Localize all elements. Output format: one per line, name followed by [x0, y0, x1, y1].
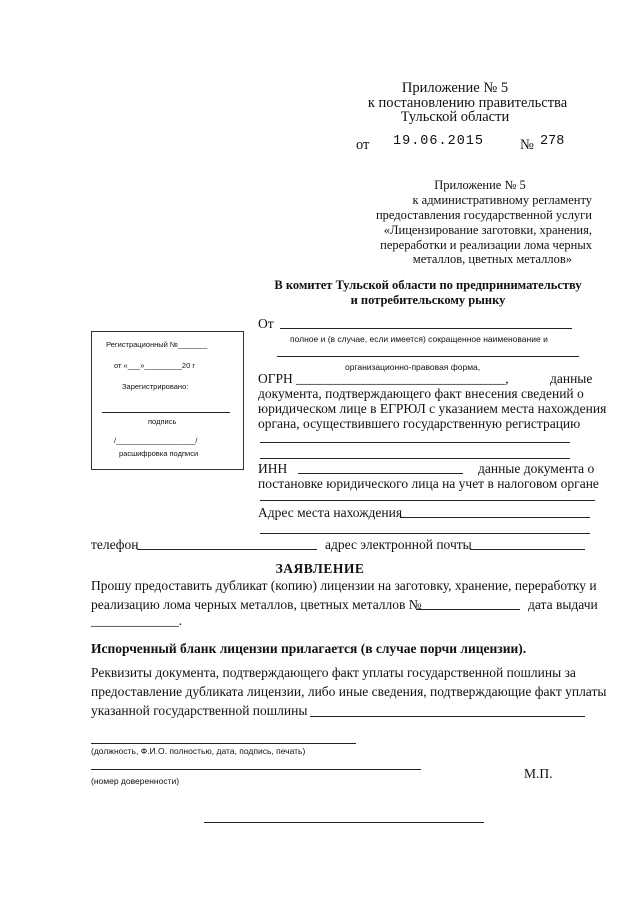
ogrn-label: ОГРН: [258, 371, 293, 386]
header-date: 19.06.2015: [393, 134, 485, 149]
reg-registered-label: Зарегистрировано:: [122, 382, 189, 391]
header-number: 278: [540, 134, 565, 149]
requisites-text-3: указанной государственной пошлины: [91, 703, 308, 718]
inn-data-text: данные документа о: [478, 461, 595, 476]
proxy-line[interactable]: [91, 769, 421, 770]
appendix-line-3: предоставления государственной услуги: [375, 208, 592, 222]
statement-title: ЗАЯВЛЕНИЕ: [275, 561, 365, 576]
ogrn-text-2: юридическом лице в ЕГРЮЛ с указанием места нахождения: [258, 401, 607, 416]
legal-form-hint: организационно-правовая форма,: [345, 362, 481, 372]
signature-line[interactable]: [91, 743, 356, 744]
requisites-text-2: предоставление дубликата лицензии, либо иные сведения, подтверждающие факт уплаты: [91, 684, 607, 699]
from-name-line[interactable]: [280, 328, 572, 329]
registration-box: [91, 331, 244, 470]
inn-text-2: постановке юридического лица на учет в налоговом органе: [258, 476, 599, 491]
registration-organ-line-1[interactable]: [260, 442, 570, 443]
header-line-1: Приложение № 5: [401, 80, 509, 96]
reg-decoding-hint: расшифровка подписи: [119, 449, 199, 458]
inn-field[interactable]: [298, 473, 463, 474]
ogrn-data-word: данные: [550, 371, 593, 386]
position-hint: (должность, Ф.И.О. полностью, дата, подпись, печать): [91, 746, 306, 756]
appendix-line-2: к административному регламенту: [412, 193, 592, 207]
reg-signature-hint: подпись: [148, 417, 177, 426]
header-from-label: от: [356, 137, 370, 153]
reg-signature-line: [102, 412, 230, 413]
bottom-line: [204, 822, 484, 823]
phone-label: телефон: [91, 537, 139, 552]
addressee-line-1: В комитет Тульской области по предпринимательству: [274, 278, 582, 292]
issue-date-field[interactable]: _____________.: [91, 613, 183, 628]
address-label: Адрес места нахождения: [258, 505, 403, 520]
issue-date-label: дата выдачи: [528, 597, 598, 612]
ogrn-text-1: документа, подтверждающего факт внесения сведений о: [258, 386, 584, 401]
stamp-label: М.П.: [524, 766, 553, 781]
inn-label: ИНН: [258, 461, 288, 476]
spoiled-license-note: Испорченный бланк лицензии прилагается (в случае порчи лицензии).: [91, 641, 527, 656]
statement-text-1: Прошу предоставить дубликат (копию) лицензии на заготовку, хранение, переработку и: [91, 578, 597, 593]
registration-organ-line-2[interactable]: [260, 458, 570, 459]
header-line-2: к постановлению правительства: [367, 95, 568, 111]
address-field[interactable]: [400, 517, 590, 518]
requisites-field[interactable]: [310, 716, 585, 717]
tax-organ-line[interactable]: [260, 500, 595, 501]
proxy-hint: (номер доверенности): [91, 776, 180, 786]
phone-field[interactable]: [137, 549, 317, 550]
requisites-text-1: Реквизиты документа, подтверждающего факт уплаты государственной пошлины за: [91, 665, 576, 680]
reg-slash-line: /___________________/: [114, 436, 198, 445]
email-field[interactable]: [470, 549, 585, 550]
ogrn-text-3: органа, осуществившего государственную регистрацию: [258, 416, 581, 431]
appendix-line-6: металлов, цветных металлов»: [412, 252, 572, 266]
reg-number-line: Регистрационный №_______: [106, 340, 208, 349]
name-hint: полное и (в случае, если имеется) сокращенное наименование и: [290, 334, 548, 344]
header-number-label: №: [520, 137, 534, 153]
header-line-3: Тульской области: [400, 109, 510, 125]
legal-form-line[interactable]: [277, 356, 579, 357]
license-number-field[interactable]: [416, 609, 520, 610]
appendix-line-5: переработки и реализации лома черных: [380, 238, 592, 252]
reg-date-line: от «___»_________20 г: [114, 361, 196, 370]
address-field-2[interactable]: [260, 533, 590, 534]
statement-text-2: реализацию лома черных металлов, цветных металлов №: [91, 597, 422, 612]
addressee-line-2: и потребительскому рынку: [350, 293, 506, 307]
email-label: адрес электронной почты: [325, 537, 472, 552]
from-label: От: [258, 316, 274, 331]
ogrn-field[interactable]: _______________________________,: [296, 371, 509, 386]
appendix-line-4: «Лицензирование заготовки, хранения,: [383, 223, 592, 237]
appendix-line-1: Приложение № 5: [434, 178, 526, 192]
